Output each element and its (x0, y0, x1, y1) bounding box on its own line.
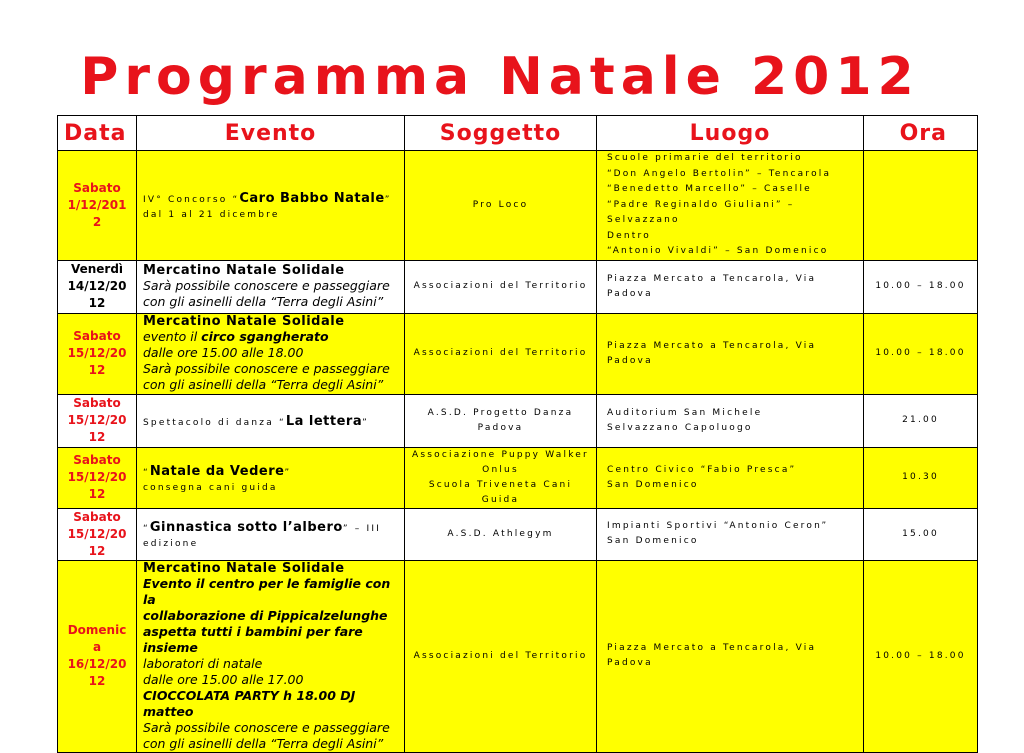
row-luogo: Piazza Mercato a Tencarola, Via Padova (597, 313, 864, 394)
row-ora: 15.00 (864, 508, 978, 560)
row-date: Sabato 15/12/20 12 (58, 447, 137, 508)
row-event: Mercatino Natale Solidale Sarà possibile conoscere e passeggiare con gli asinelli della “Terra degli Asini” (137, 260, 405, 313)
table-row (58, 260, 978, 313)
row-date: Sabato 15/12/20 12 (58, 508, 137, 560)
row-ora: 10.00 – 18.00 (864, 313, 978, 394)
row-ora (864, 151, 978, 261)
row-luogo: Impianti Sportivi “Antonio Ceron” San Domenico (597, 508, 864, 560)
table-header-row (58, 116, 978, 151)
row-luogo: Scuole primarie del territorio “Don Angelo Bertolin” – Tencarola “Benedetto Marcello” – Caselle “Padre Reginaldo Giuliani” – Selvazzano Dentro “Antonio Vivaldi” – San Domenico (597, 151, 864, 261)
row-date: Venerdì 14/12/20 12 (58, 260, 137, 313)
header-ora: Ora (864, 116, 978, 151)
table-row (58, 447, 978, 508)
row-ora: 10.00 – 18.00 (864, 260, 978, 313)
table-row (58, 394, 978, 447)
table-row (58, 508, 978, 560)
row-date: Sabato 15/12/20 12 (58, 394, 137, 447)
row-soggetto: Associazioni del Territorio (405, 313, 597, 394)
page-title: Programma Natale 2012 (80, 47, 920, 107)
row-soggetto: Associazioni del Territorio (405, 260, 597, 313)
row-soggetto: Pro Loco (405, 151, 597, 261)
table-row (58, 151, 978, 261)
header-data: Data (58, 116, 137, 151)
row-date: Sabato 1/12/201 2 (58, 151, 137, 261)
header-luogo: Luogo (597, 116, 864, 151)
row-luogo: Piazza Mercato a Tencarola, Via Padova (597, 260, 864, 313)
row-soggetto: Associazioni del Territorio (405, 560, 597, 752)
row-luogo: Piazza Mercato a Tencarola, Via Padova (597, 560, 864, 752)
row-ora: 10.30 (864, 447, 978, 508)
header-soggetto: Soggetto (405, 116, 597, 151)
row-soggetto: Associazione Puppy Walker Onlus Scuola Triveneta Cani Guida (405, 447, 597, 508)
row-event: Spettacolo di danza “La lettera” (137, 394, 405, 447)
row-soggetto: A.S.D. Progetto Danza Padova (405, 394, 597, 447)
row-event: “Ginnastica sotto l’albero” – III edizione (137, 508, 405, 560)
header-evento: Evento (137, 116, 405, 151)
table-row (58, 313, 978, 394)
row-luogo: Auditorium San Michele Selvazzano Capoluogo (597, 394, 864, 447)
program-table (57, 115, 978, 753)
row-event: IV° Concorso “Caro Babbo Natale” dal 1 al 21 dicembre (137, 151, 405, 261)
row-event: Mercatino Natale Solidale evento il circo sgangherato dalle ore 15.00 alle 18.00 Sarà possibile conoscere e passeggiare con gli asinelli della “Terra degli Asini” (137, 313, 405, 394)
row-luogo: Centro Civico “Fabio Presca” San Domenico (597, 447, 864, 508)
row-date: Sabato 15/12/20 12 (58, 313, 137, 394)
row-ora: 10.00 – 18.00 (864, 560, 978, 752)
row-event: Mercatino Natale Solidale Evento il centro per le famiglie con la collaborazione di Pippicalzelunghe aspetta tutti i bambini per fare insieme laboratori di natale dalle ore 15.00 alle 17.00 CIOCCOLATA PARTY h 18.00 DJ matteo Sarà possibile conoscere e passeggiare con gli asinelli della “Terra degli Asini” (137, 560, 405, 752)
row-date: Domenic a 16/12/20 12 (58, 560, 137, 752)
row-soggetto: A.S.D. Athlegym (405, 508, 597, 560)
row-event: “Natale da Vedere” consegna cani guida (137, 447, 405, 508)
row-ora: 21.00 (864, 394, 978, 447)
table-row (58, 560, 978, 752)
